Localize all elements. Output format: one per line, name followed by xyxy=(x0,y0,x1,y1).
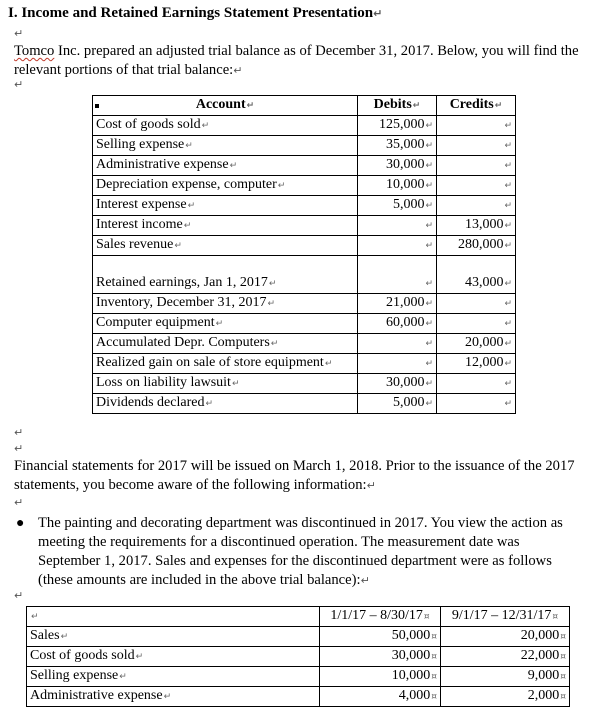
debit-cell: 30,000 xyxy=(385,157,425,172)
account-cell: Accumulated Depr. Computers xyxy=(96,335,270,350)
table-row: Cost of goods sold↵ 125,000↵ ↵ xyxy=(93,116,516,136)
account-header: Account xyxy=(195,97,246,112)
period-2-cell: 9,000 xyxy=(527,668,560,683)
company-name: Tomco xyxy=(14,43,55,59)
section-title: I. Income and Retained Earnings Statement Presentation↵ xyxy=(8,5,383,21)
period-2-cell: 22,000 xyxy=(520,648,560,663)
table-row: Retained earnings, Jan 1, 2017↵ ↵ 43,000↵ xyxy=(93,256,516,294)
debit-cell: 5,000 xyxy=(392,197,425,212)
debit-cell: 125,000 xyxy=(378,117,425,132)
period-1-cell: 10,000 xyxy=(391,668,431,683)
credit-cell: 280,000 xyxy=(457,237,504,252)
credits-header: Credits xyxy=(449,97,494,112)
debit-cell: 10,000 xyxy=(385,177,425,192)
debit-cell: 5,000 xyxy=(392,395,425,410)
credit-cell: 20,000 xyxy=(464,335,504,350)
period-1-cell: 30,000 xyxy=(391,648,431,663)
account-cell: Selling expense xyxy=(96,137,185,152)
table-row: Sales↵ 50,000¤ 20,000¤ xyxy=(27,627,570,647)
bullet-paragraph: The painting and decorating department was discontinued in 2017. You view the action as meeting the requirements for a discontinued operation. The measurement date was September 1, 2017. Sales and expenses for the discontinued department were as follows (these amounts are included in the above trial balance):↵ xyxy=(38,515,563,588)
period-2-cell: 2,000 xyxy=(527,688,560,703)
table-row: Interest expense↵ 5,000↵ ↵ xyxy=(93,196,516,216)
account-cell: Cost of goods sold xyxy=(96,117,201,132)
account-cell: Depreciation expense, computer xyxy=(96,177,277,192)
discontinued-operations-table xyxy=(26,606,570,707)
table-row: Cost of goods sold↵ 30,000¤ 22,000¤ xyxy=(27,647,570,667)
table-row: Depreciation expense, computer↵ 10,000↵ ↵ xyxy=(93,176,516,196)
paragraph-mark: ↵ xyxy=(14,426,24,439)
account-cell: Dividends declared xyxy=(96,395,205,410)
table-header-row: Account↵ Debits↵ Credits↵ xyxy=(93,96,516,116)
table-row: Dividends declared↵ 5,000↵ ↵ xyxy=(93,394,516,414)
label-cell: Administrative expense xyxy=(30,688,163,703)
table-row: Realized gain on sale of store equipment↵ ↵ 12,000↵ xyxy=(93,354,516,374)
table-row: Inventory, December 31, 2017↵ 21,000↵ ↵ xyxy=(93,294,516,314)
account-cell: Interest income xyxy=(96,217,183,232)
paragraph-mark: ↵ xyxy=(14,496,24,509)
table-row: Loss on liability lawsuit↵ 30,000↵ ↵ xyxy=(93,374,516,394)
table-row: Computer equipment↵ 60,000↵ ↵ xyxy=(93,314,516,334)
paragraph-mark: ↵ xyxy=(14,27,24,40)
account-cell: Retained earnings, Jan 1, 2017 xyxy=(96,275,268,290)
paragraph-mark: ↵ xyxy=(14,442,24,455)
label-cell: Selling expense xyxy=(30,668,119,683)
debit-cell: 21,000 xyxy=(385,295,425,310)
label-cell: Sales xyxy=(30,628,60,643)
table-row: Administrative expense↵ 4,000¤ 2,000¤ xyxy=(27,687,570,707)
debit-cell: 30,000 xyxy=(385,375,425,390)
bullet-icon: ● xyxy=(16,516,25,531)
period-1-cell: 4,000 xyxy=(398,688,431,703)
label-cell: Cost of goods sold xyxy=(30,648,135,663)
paragraph-mark: ↵ xyxy=(14,78,24,91)
debits-header: Debits xyxy=(373,97,412,112)
period-2-cell: 20,000 xyxy=(520,628,560,643)
row-marker-icon xyxy=(95,104,99,108)
account-cell: Administrative expense xyxy=(96,157,229,172)
credit-cell: 43,000 xyxy=(464,275,504,290)
trial-balance-table xyxy=(92,95,516,414)
account-cell: Computer equipment xyxy=(96,315,215,330)
period-2-header: 9/1/17 – 12/31/17 xyxy=(451,608,552,623)
table-row: Sales revenue↵ ↵ 280,000↵ xyxy=(93,236,516,256)
period-1-cell: 50,000 xyxy=(391,628,431,643)
credit-cell: 13,000 xyxy=(464,217,504,232)
debit-cell: 35,000 xyxy=(385,137,425,152)
paragraph-mark: ↵ xyxy=(14,589,24,602)
intro-paragraph: Tomco Inc. prepared an adjusted trial balance as of December 31, 2017. Below, you will find the relevant portions of that trial balance:↵ xyxy=(14,43,579,78)
table-row: Selling expense↵ 35,000↵ ↵ xyxy=(93,136,516,156)
debit-cell: 60,000 xyxy=(385,315,425,330)
account-cell: Interest expense xyxy=(96,197,187,212)
account-cell: Sales revenue xyxy=(96,237,174,252)
issuance-paragraph: Financial statements for 2017 will be issued on March 1, 2018. Prior to the issuance of the 2017 statements, you become aware of the following information:↵ xyxy=(14,458,575,493)
table-row: Accumulated Depr. Computers↵ ↵ 20,000↵ xyxy=(93,334,516,354)
account-cell: Realized gain on sale of store equipment xyxy=(96,355,324,370)
table-row: Administrative expense↵ 30,000↵ ↵ xyxy=(93,156,516,176)
account-cell: Loss on liability lawsuit xyxy=(96,375,231,390)
account-cell: Inventory, December 31, 2017 xyxy=(96,295,267,310)
table-header-row: ↵ 1/1/17 – 8/30/17¤ 9/1/17 – 12/31/17¤ xyxy=(27,607,570,627)
table-row: Interest income↵ ↵ 13,000↵ xyxy=(93,216,516,236)
credit-cell: 12,000 xyxy=(464,355,504,370)
table-row: Selling expense↵ 10,000¤ 9,000¤ xyxy=(27,667,570,687)
period-1-header: 1/1/17 – 8/30/17 xyxy=(330,608,423,623)
